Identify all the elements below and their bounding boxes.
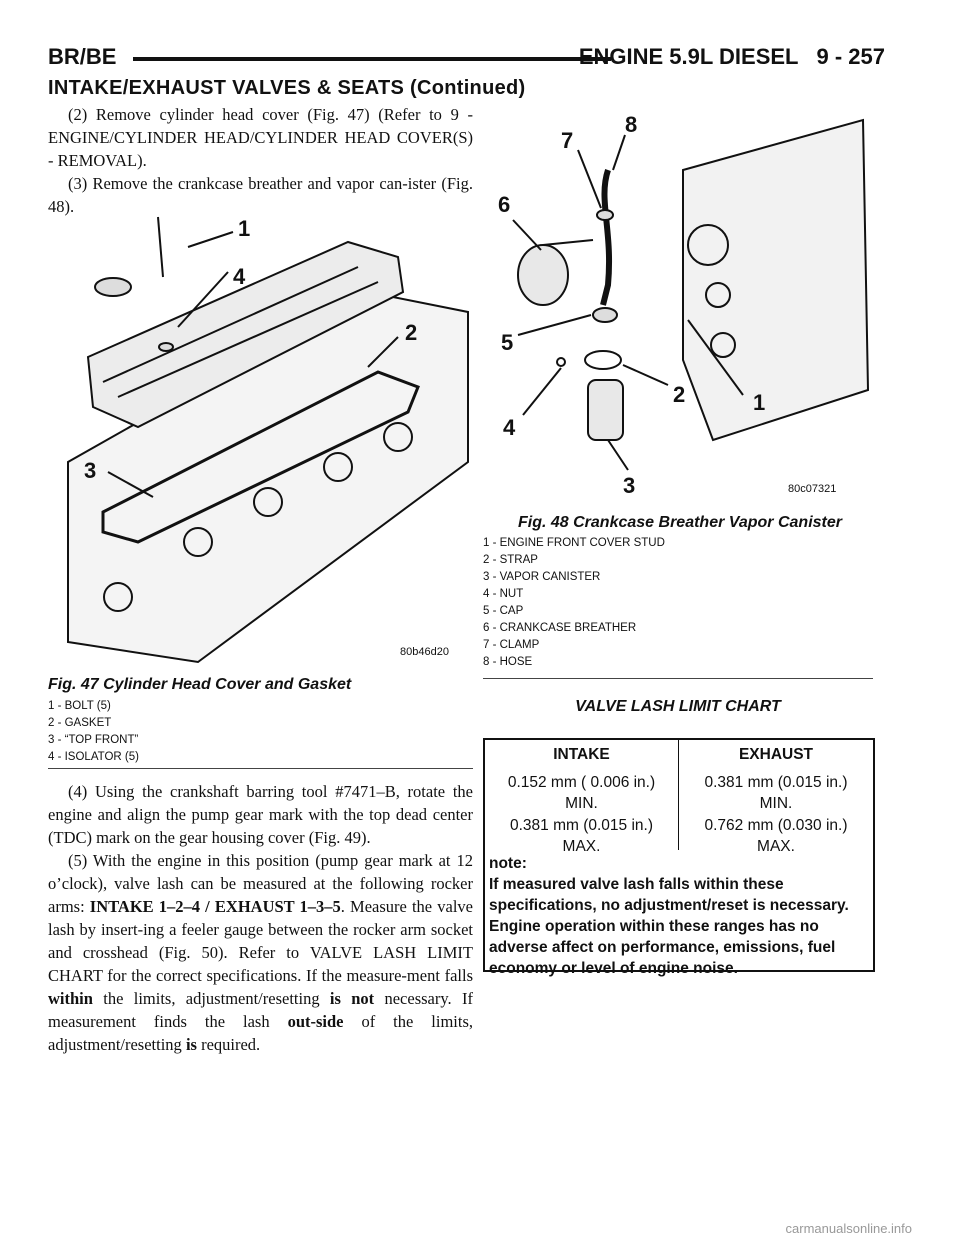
step-5-text [48,849,473,1056]
step-5-within: within [48,989,93,1008]
step-5-is: is [185,1035,197,1054]
steps-4-5 [48,780,473,1056]
step-3-text: (3) Remove the crankcase breather and vapor can-ister (Fig. 48). [48,174,473,216]
chart-value: 0.381 mm (0.015 in.) [704,774,848,791]
chart-value: 0.381 mm (0.015 in.) [509,817,653,834]
fig48-callout-1: 1 [753,390,766,415]
chart-note-text: If measured valve lash falls within these specifications, no adjustment/reset is necessary. Engine operation within these ranges has no adverse affect on performance, emissions, fuel economy or level of engine noise. [489,876,849,977]
fig47-caption: Fig. 47 Cylinder Head Cover and Gasket [48,676,352,693]
fig48-legend [483,535,665,671]
chart-value-label: MAX. [757,838,795,855]
chart-cell-intake-min [485,772,678,814]
chart-cell-exhaust-max [679,815,873,857]
chart-cell-intake-max [485,815,678,857]
fig48-legend-item: 4 - NUT [483,588,524,600]
valve-lash-chart [483,738,875,977]
fig47-legend-item: 4 - ISOLATOR (5) [48,751,139,763]
fig48-illustration [483,110,873,510]
page-number: 9 - 257 [816,44,885,69]
fig47-callout-4: 4 [233,264,246,289]
header-rule [133,57,611,61]
step-5-part: required. [196,1035,261,1054]
step-5-part: of the limits, adjustment/resetting [48,1012,473,1054]
watermark: carmanualsonline.info [785,1221,912,1236]
fig48-callout-2: 2 [673,382,686,407]
step-2-text: (2) Remove cylinder head cover (Fig. 47) (Refer to 9 - ENGINE/CYLINDER HEAD/CYLINDER HEAD COVER(S) - REMOVAL). [48,105,473,170]
fig48-legend-item: 1 - ENGINE FRONT COVER STUD [483,537,665,549]
step-5-is-not: is not [329,989,375,1008]
step-5-rocker-arms: INTAKE 1–2–4 / EXHAUST 1–3–5 [89,897,341,916]
chart-cell-exhaust-min [679,772,873,814]
step-4-text: (4) Using the crankshaft barring tool #7471–B, rotate the engine and align the pump gear mark with the top dead center (TDC) mark on the gear housing cover (Fig. 49). [48,782,473,847]
fig47-callout-2: 2 [405,320,418,345]
fig48-code: 80c07321 [788,483,837,495]
fig48-callout-6: 6 [498,192,511,217]
fig48-rule [483,678,873,679]
chart-value-label: MIN. [759,795,793,812]
step-5-part: (5) With the engine in this position (pump gear mark at 12 o’clock), valve lash can be measured at the following rocker arms: [48,851,473,916]
fig47-callout-3: 3 [84,458,97,483]
fig48-legend-item: 8 - HOSE [483,656,533,668]
fig47-legend-item: 2 - GASKET [48,717,112,729]
header-manual-code: BR/BE [48,44,117,69]
chart-header-exhaust: EXHAUST [738,746,814,763]
fig48-legend-item: 3 - VAPOR CANISTER [483,571,601,583]
fig48-caption: Fig. 48 Crankcase Breather Vapor Canister [518,514,842,531]
fig48-callout-7: 7 [561,128,574,153]
fig48-callout-8: 8 [625,112,638,137]
fig48-callout-5: 5 [501,330,514,355]
step-5-part: necessary. If measurement finds the lash [48,989,473,1031]
step-5-part: . Measure the valve lash by insert-ing a feeler gauge between the rocker arm socket and crosshead (Fig. 50). Refer to VALVE LASH LIMIT CHART for the correct specifications. If the measure-ment falls [48,897,473,985]
fig48-legend-item: 6 - CRANKCASE BREATHER [483,622,637,634]
fig48-legend-item: 7 - CLAMP [483,639,540,651]
fig48-legend-item: 5 - CAP [483,605,524,617]
fig47-legend-item: 1 - BOLT (5) [48,700,111,712]
fig47-legend [48,698,139,766]
section-title: INTAKE/EXHAUST VALVES & SEATS (Continued) [48,77,526,99]
step-2 [48,103,473,218]
chart-value-label: MAX. [562,838,601,855]
fig47-rule [48,768,473,769]
chart-header-intake: INTAKE [553,746,610,763]
fig48-callout-3: 3 [623,473,636,498]
fig47-code: 80b46d20 [400,646,449,658]
fig48-legend-item: 2 - STRAP [483,554,538,566]
header-title: ENGINE 5.9L DIESEL [578,44,799,69]
step-5-outside: out-side [287,1012,344,1031]
chart-value-label: MIN. [565,795,598,812]
chart-value: 0.762 mm (0.030 in.) [704,817,848,834]
fig47-callout-1: 1 [238,216,251,241]
header-title-block [561,44,885,70]
chart-value: 0.152 mm ( 0.006 in.) [507,774,656,791]
step-5-part: the limits, adjustment/resetting [92,989,330,1008]
chart-note-label: note: [489,855,527,872]
fig47-legend-item: 3 - “TOP FRONT” [48,734,139,746]
fig47-illustration [48,212,473,667]
chart-note [489,853,869,979]
chart-title: VALVE LASH LIMIT CHART [575,698,781,715]
fig48-callout-4: 4 [503,415,516,440]
